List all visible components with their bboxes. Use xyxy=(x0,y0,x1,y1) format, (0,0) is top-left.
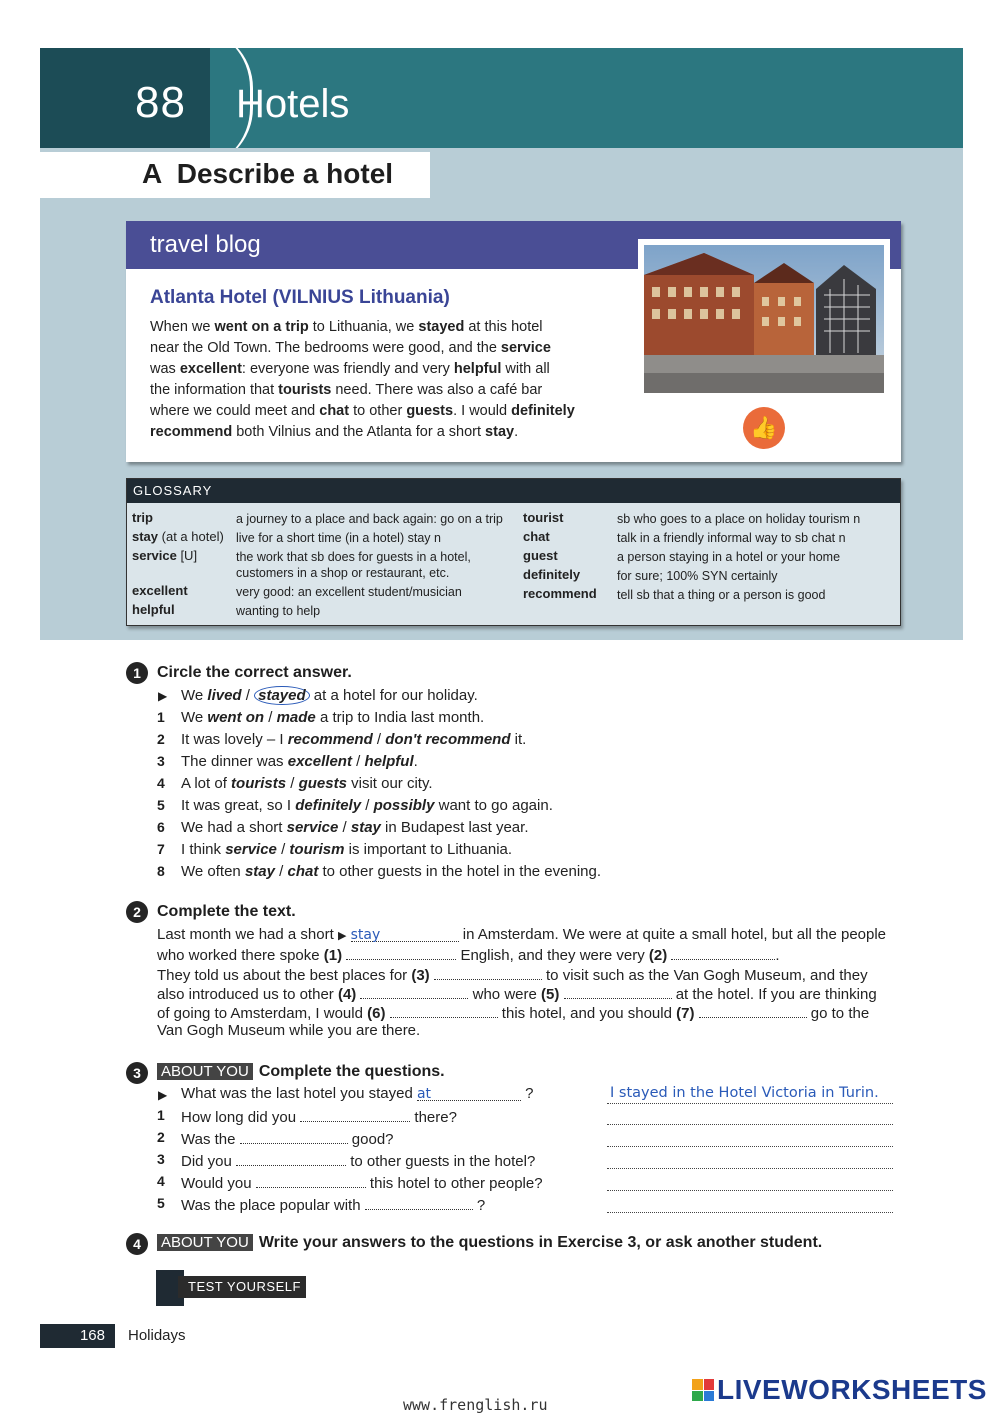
option[interactable]: went on xyxy=(207,709,265,726)
glossary-term: guest xyxy=(523,548,558,563)
glossary-definition: a journey to a place and back again: go on a trip xyxy=(236,512,503,526)
text: in Budapest last year. xyxy=(380,819,529,836)
text: is important to Lithuania. xyxy=(344,841,513,858)
test-yourself-button[interactable] xyxy=(156,1270,306,1306)
ex3-question xyxy=(181,1107,457,1126)
item-number: 1 xyxy=(157,709,165,725)
glossary-definition: talk in a friendly informal way to sb chat n xyxy=(617,531,846,545)
travel-blog-card xyxy=(126,221,901,462)
item-number: 3 xyxy=(157,1151,165,1167)
text: to other xyxy=(349,403,407,419)
text: who worked there spoke xyxy=(157,947,324,964)
blog-label: travel blog xyxy=(150,231,261,258)
logo-text: LIVEWORKSHEETS xyxy=(717,1374,987,1405)
item-number: 7 xyxy=(157,841,165,857)
text: want to go again. xyxy=(434,797,553,814)
separator: / xyxy=(264,709,277,726)
glossary-definition: wanting to help xyxy=(236,604,321,618)
ex1-item xyxy=(181,709,484,726)
text: We often xyxy=(181,863,245,880)
option[interactable]: possibly xyxy=(373,797,435,814)
example-arrow-icon: ▶ xyxy=(158,689,168,703)
arrow-icon: ▶ xyxy=(337,930,347,942)
ex1-item xyxy=(181,775,433,792)
ex2-line: Van Gogh Museum while you are there. xyxy=(157,1022,421,1039)
ex1-item xyxy=(181,819,528,836)
text: was xyxy=(150,361,180,377)
text: They told us about the best places for xyxy=(157,967,412,984)
text: When we xyxy=(150,319,215,335)
text: . xyxy=(775,947,780,964)
keyword: tourists xyxy=(278,382,332,398)
answer-field[interactable] xyxy=(300,1107,410,1122)
answer-field[interactable] xyxy=(240,1129,348,1144)
separator: / xyxy=(286,775,299,792)
hotel-photo-frame xyxy=(638,239,890,399)
separator: / xyxy=(372,731,386,748)
exercise-number: 1 xyxy=(126,662,148,684)
exercise-title: Complete the text. xyxy=(157,903,296,920)
item-number: 5 xyxy=(157,797,165,813)
item-number: 1 xyxy=(157,1107,165,1123)
ex3-question xyxy=(181,1129,394,1148)
ex1-item xyxy=(181,797,553,814)
ex2-line xyxy=(157,965,868,984)
text: Was the place popular with xyxy=(181,1197,365,1214)
text: The dinner was xyxy=(181,753,288,770)
term: excellent xyxy=(132,583,188,598)
option[interactable]: definitely xyxy=(295,797,362,814)
text: who were xyxy=(468,986,542,1003)
glossary-definition: for sure; 100% SYN certainly xyxy=(617,569,778,583)
glossary-definition: a person staying in a hotel or your home xyxy=(617,550,841,564)
exercise-number: 3 xyxy=(126,1062,148,1084)
option[interactable]: stay xyxy=(244,863,275,880)
option[interactable]: chat xyxy=(287,863,319,880)
option[interactable]: tourism xyxy=(289,841,345,858)
text: ? xyxy=(520,1085,534,1102)
page-number: 168 xyxy=(40,1324,115,1348)
gap-number: (2) xyxy=(648,947,668,964)
term: trip xyxy=(132,510,153,525)
text: How long did you xyxy=(181,1109,301,1126)
answer-field[interactable] xyxy=(365,1195,473,1210)
option[interactable]: stay xyxy=(350,819,381,836)
keyword: stayed xyxy=(418,319,465,335)
exercise-number: 2 xyxy=(126,901,148,923)
example-reply[interactable]: I stayed in the Hotel Victoria in Turin. xyxy=(610,1085,879,1101)
keyword: helpful xyxy=(453,361,502,377)
text: with all xyxy=(501,361,550,377)
ex3-example xyxy=(181,1085,533,1102)
term: service xyxy=(132,548,177,563)
glossary-definition: the work that sb does for guests in a hotel, xyxy=(236,550,471,564)
option[interactable]: helpful xyxy=(364,753,414,770)
separator: / xyxy=(276,841,290,858)
separator: / xyxy=(351,753,365,770)
item-number: 2 xyxy=(157,1129,165,1145)
text: What was the last hotel you stayed xyxy=(181,1085,417,1102)
item-number: 5 xyxy=(157,1195,165,1211)
text: We had a short xyxy=(181,819,287,836)
glossary-definition: sb who goes to a place on holiday tourism n xyxy=(617,512,861,526)
option[interactable]: lived xyxy=(207,687,242,704)
text: of going to Amsterdam, I would xyxy=(157,1005,368,1022)
keyword: stay xyxy=(485,424,515,440)
ex1-item xyxy=(181,731,526,748)
item-number: 4 xyxy=(157,775,165,791)
item-number: 6 xyxy=(157,819,165,835)
keyword: went on a trip xyxy=(214,319,309,335)
item-number: 4 xyxy=(157,1173,165,1189)
text: A lot of xyxy=(181,775,232,792)
answer-field[interactable] xyxy=(346,945,456,960)
site-url: www.frenglish.ru xyxy=(403,1396,548,1414)
item-number: 8 xyxy=(157,863,165,879)
ex2-line xyxy=(157,945,780,964)
exercise-number: 4 xyxy=(126,1233,148,1255)
text: it. xyxy=(510,731,527,748)
footer-section: Holidays xyxy=(128,1327,186,1344)
keyword: definitely xyxy=(511,403,575,419)
exercise-title xyxy=(157,1063,445,1081)
glossary-definition: tell sb that a thing or a person is good xyxy=(617,588,826,602)
option[interactable]: service xyxy=(225,841,277,858)
glossary-term: definitely xyxy=(523,567,581,582)
answer-line[interactable] xyxy=(607,1103,893,1104)
about-you-badge: ABOUT YOU xyxy=(157,1063,253,1080)
answer-line[interactable] xyxy=(607,1146,893,1147)
blog-text xyxy=(150,317,620,443)
exercise-title: Circle the correct answer. xyxy=(157,664,352,681)
text: in Amsterdam. We were at quite a small hotel, but all the people xyxy=(458,926,887,943)
option[interactable]: made xyxy=(276,709,316,726)
gap-number: (7) xyxy=(676,1005,695,1022)
ex3-question xyxy=(181,1173,543,1192)
glossary-definition: very good: an excellent student/musician xyxy=(236,585,462,599)
option[interactable]: tourists xyxy=(231,775,287,792)
text: visit our city. xyxy=(346,775,433,792)
hotel-photo xyxy=(644,245,884,393)
term-note: (at a hotel) xyxy=(158,529,224,544)
text: need. There was also a café bar xyxy=(331,382,543,398)
text: Last month we had a short xyxy=(157,926,338,943)
test-yourself-label: TEST YOURSELF xyxy=(178,1276,306,1298)
ex1-example xyxy=(181,687,478,704)
text: Did you xyxy=(181,1153,237,1170)
ex2-line xyxy=(157,984,877,1003)
glossary-term xyxy=(132,548,197,563)
unit-number: 88 xyxy=(135,78,186,127)
text: We xyxy=(181,709,208,726)
text: ? xyxy=(472,1197,486,1214)
text: . xyxy=(413,753,418,770)
glossary-definition: live for a short time (in a hotel) stay n xyxy=(236,531,441,545)
glossary-term: recommend xyxy=(523,586,597,601)
keyword: recommend xyxy=(150,424,233,440)
example-text: We xyxy=(181,687,208,704)
item-number: 3 xyxy=(157,753,165,769)
ex3-question xyxy=(181,1151,535,1170)
option[interactable]: don't recommend xyxy=(385,731,511,748)
unit-header xyxy=(40,48,963,148)
text: also introduced us to other xyxy=(157,986,338,1003)
glossary-term: chat xyxy=(523,529,550,544)
text: It was lovely – I xyxy=(181,731,288,748)
blog-line xyxy=(150,380,620,401)
glossary-term xyxy=(132,583,188,598)
text: English, and they were very xyxy=(456,947,649,964)
keyword: guests xyxy=(406,403,454,419)
answer-line[interactable] xyxy=(607,1168,893,1169)
glossary-box xyxy=(126,478,901,626)
text: good? xyxy=(347,1131,394,1148)
text: there? xyxy=(410,1109,457,1126)
text: a trip to India last month. xyxy=(315,709,485,726)
glossary-title: GLOSSARY xyxy=(133,483,213,498)
blog-line xyxy=(150,359,620,380)
exercise-title-text: Write your answers to the questions in Exercise 3, or ask another student. xyxy=(258,1234,823,1251)
ex1-item xyxy=(181,753,418,770)
item-number: 2 xyxy=(157,731,165,747)
separator: / xyxy=(274,863,288,880)
section-title: A Describe a hotel xyxy=(142,158,394,189)
text: Was the xyxy=(181,1131,240,1148)
text: to other guests in the hotel in the evening. xyxy=(318,863,602,880)
gap-number: (6) xyxy=(367,1005,386,1022)
glossary-term xyxy=(132,510,153,525)
option[interactable]: service xyxy=(286,819,339,836)
thumbs-up-icon: 👍 xyxy=(743,407,785,449)
answer-field[interactable]: at xyxy=(417,1086,521,1101)
answer-field[interactable] xyxy=(256,1173,366,1188)
ex3-question xyxy=(181,1195,485,1214)
term: stay xyxy=(132,529,159,544)
answer-field[interactable] xyxy=(564,984,672,999)
term-note: [U] xyxy=(176,548,198,563)
text: where we could meet and xyxy=(150,403,320,419)
text: near the Old Town. The bedrooms were good, and the xyxy=(150,340,501,356)
text: at the hotel. If you are thinking xyxy=(671,986,877,1003)
answer-field[interactable] xyxy=(699,1003,807,1018)
hotel-name: Atlanta Hotel (VILNIUS Lithuania) xyxy=(150,287,450,308)
text: : everyone was friendly and very xyxy=(241,361,454,377)
gap-number: (1) xyxy=(323,947,343,964)
ex1-item xyxy=(181,841,512,858)
text: at this hotel xyxy=(464,319,543,335)
keyword: chat xyxy=(319,403,350,419)
text: go to the xyxy=(806,1005,870,1022)
blog-line xyxy=(150,338,620,359)
blog-line xyxy=(150,422,620,443)
liveworksheets-logo xyxy=(692,1372,987,1408)
option[interactable]: excellent xyxy=(287,753,352,770)
text: Would you xyxy=(181,1175,256,1192)
answer-line[interactable] xyxy=(607,1212,893,1213)
text: to Lithuania, we xyxy=(308,319,419,335)
answer-field[interactable] xyxy=(390,1003,498,1018)
separator: / xyxy=(241,687,255,704)
blog-line xyxy=(150,401,620,422)
keyword: service xyxy=(500,340,551,356)
gap-number: (3) xyxy=(411,967,430,984)
separator: / xyxy=(361,797,374,814)
answer-field[interactable] xyxy=(236,1151,346,1166)
glossary-definition: customers in a shop or restaurant, etc. xyxy=(236,566,450,580)
text: this hotel to other people? xyxy=(365,1175,543,1192)
option[interactable]: guests xyxy=(298,775,347,792)
term: helpful xyxy=(132,602,175,617)
gap-number: (5) xyxy=(541,986,560,1003)
example-arrow-icon: ▶ xyxy=(158,1088,168,1102)
text: I think xyxy=(181,841,226,858)
text: to other guests in the hotel? xyxy=(346,1153,536,1170)
answer-field[interactable] xyxy=(360,984,468,999)
glossary-header xyxy=(127,479,900,503)
example-text: at a hotel for our holiday. xyxy=(309,687,478,704)
glossary-term xyxy=(132,529,224,544)
answer-field[interactable] xyxy=(434,965,542,980)
glossary-term xyxy=(132,602,175,617)
text: the information that xyxy=(150,382,279,398)
text: . I would xyxy=(453,403,512,419)
gap-number: (4) xyxy=(337,986,357,1003)
ex1-item xyxy=(181,863,601,880)
text: both Vilnius and the Atlanta for a short xyxy=(232,424,486,440)
exercise-title-text: Complete the questions. xyxy=(258,1063,445,1080)
exercise-title xyxy=(157,1234,822,1252)
text: to visit such as the Van Gogh Museum, and they xyxy=(541,967,868,984)
answer-field[interactable] xyxy=(671,945,775,960)
about-you-badge: ABOUT YOU xyxy=(157,1234,253,1251)
text: . xyxy=(514,424,519,440)
liveworksheets-icon xyxy=(692,1379,714,1401)
ex2-line xyxy=(157,1003,869,1022)
keyword: excellent xyxy=(179,361,242,377)
separator: / xyxy=(338,819,351,836)
text: this hotel, and you should xyxy=(497,1005,677,1022)
blog-line xyxy=(150,317,620,338)
glossary-term: tourist xyxy=(523,510,564,525)
unit-title: Hotels xyxy=(236,82,350,126)
answer-field[interactable]: stay xyxy=(351,927,459,942)
answer-line[interactable] xyxy=(607,1124,893,1125)
answer-line[interactable] xyxy=(607,1190,893,1191)
option[interactable]: recommend xyxy=(287,731,373,748)
circled-option[interactable]: stayed xyxy=(254,686,310,705)
ex2-line xyxy=(157,926,886,943)
text: It was great, so I xyxy=(181,797,296,814)
